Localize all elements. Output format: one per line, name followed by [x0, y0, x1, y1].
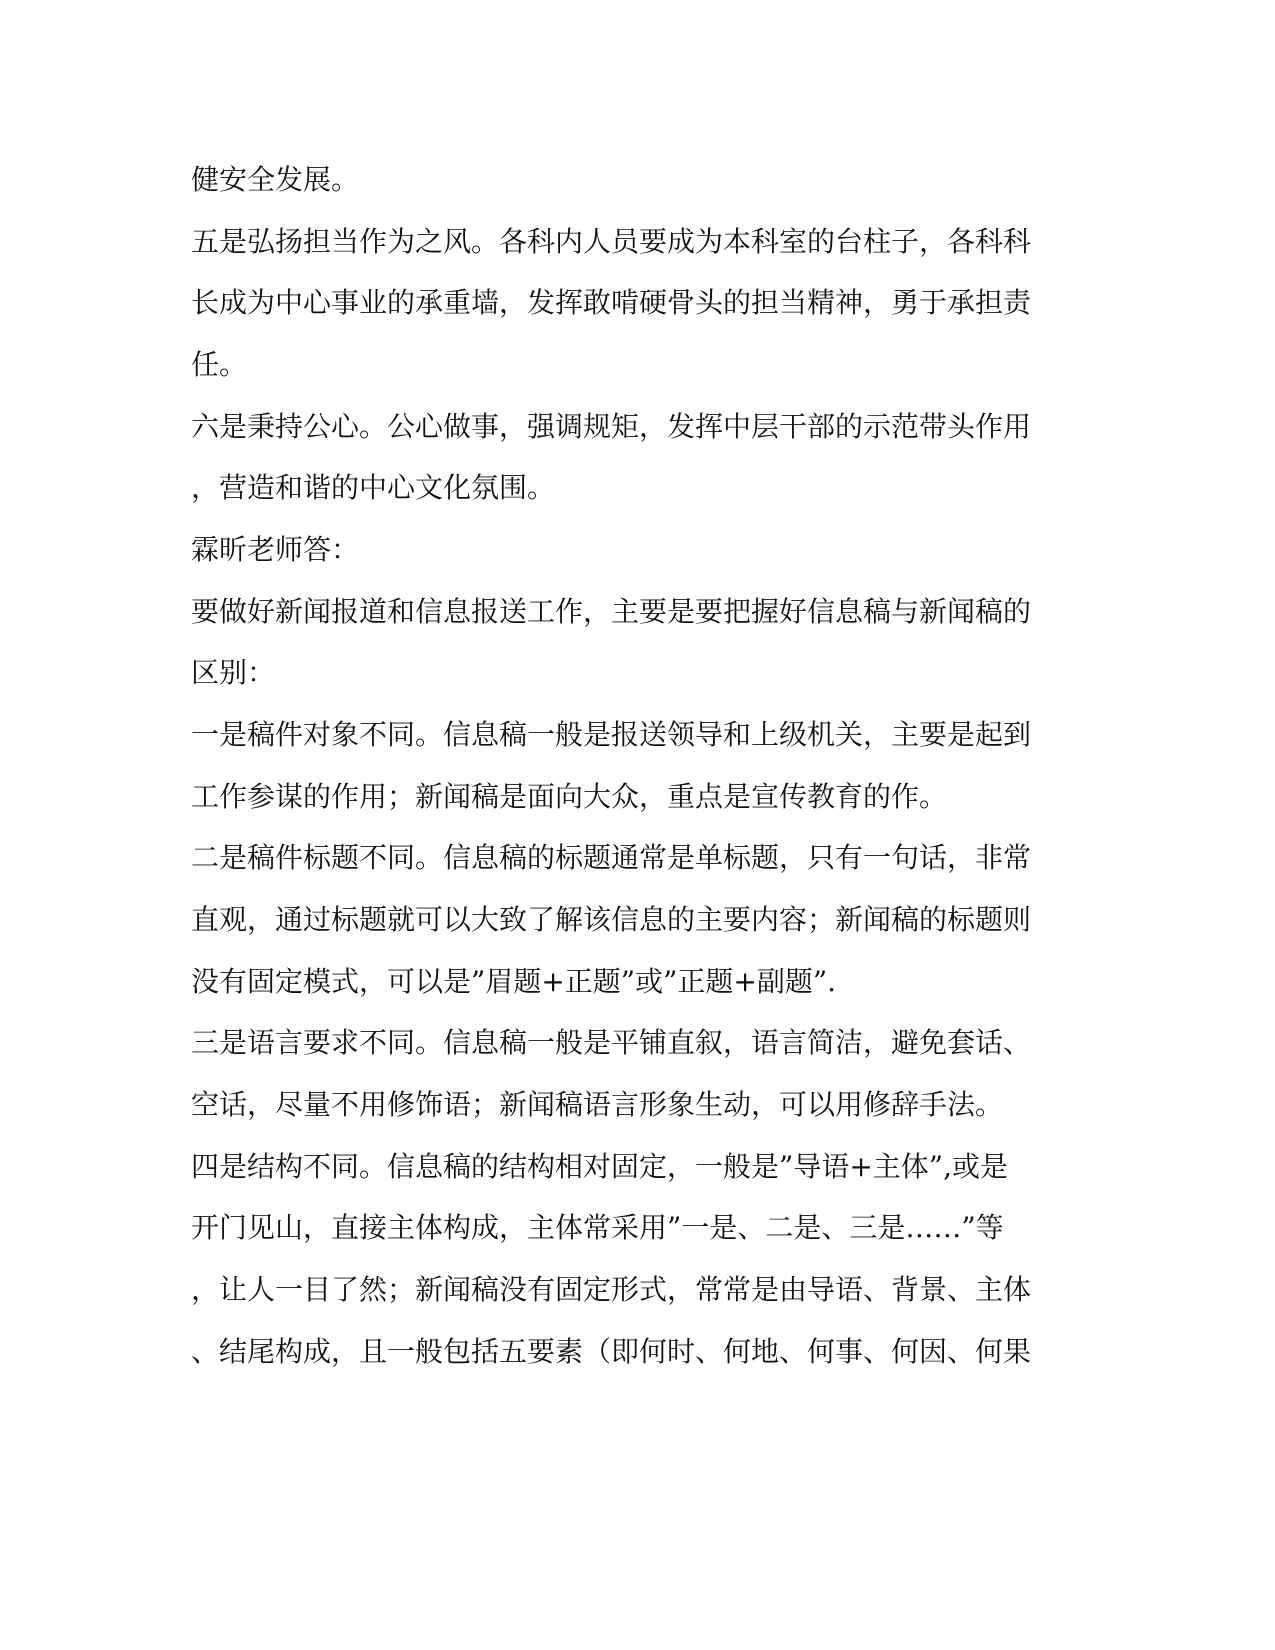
text-line-19: ，让人一目了然；新闻稿没有固定形式，常常是由导语、背景、主体 [191, 1273, 1032, 1306]
text-line-10: 一是稿件对象不同。信息稿一般是报送领导和上级机关，主要是起到 [191, 718, 1032, 751]
text-line-5: 六是秉持公心。公心做事，强调规矩，发挥中层干部的示范带头作用 [191, 410, 1032, 443]
text-line-18: 开门见山，直接主体构成，主体常采用”一是、二是、三是……”等 [191, 1211, 1004, 1244]
text-line-6: ，营造和谐的中心文化氛围。 [191, 471, 556, 504]
text-line-1: 健安全发展。 [191, 163, 360, 196]
text-line-3: 长成为中心事业的承重墙，发挥敢啃硬骨头的担当精神，勇于承担责 [191, 286, 1032, 319]
text-line-14: 没有固定模式，可以是”眉题+正题”或”正题+副题”. [191, 965, 837, 998]
text-line-7: 霖昕老师答： [191, 533, 360, 566]
text-line-13: 直观，通过标题就可以大致了解该信息的主要内容；新闻稿的标题则 [191, 903, 1032, 936]
text-line-12: 二是稿件标题不同。信息稿的标题通常是单标题，只有一句话，非常 [191, 841, 1032, 874]
text-line-8: 要做好新闻报道和信息报送工作，主要是要把握好信息稿与新闻稿的 [191, 595, 1032, 628]
text-line-4: 任。 [191, 348, 248, 381]
text-line-17: 四是结构不同。信息稿的结构相对固定，一般是”导语+主体”,或是 [191, 1150, 1008, 1183]
text-line-9: 区别： [191, 656, 276, 689]
text-line-16: 空话，尽量不用修饰语；新闻稿语言形象生动，可以用修辞手法。 [191, 1088, 1004, 1121]
text-line-15: 三是语言要求不同。信息稿一般是平铺直叙，语言简洁，避免套话、 [191, 1026, 1032, 1059]
text-line-2: 五是弘扬担当作为之风。各科内人员要成为本科室的台柱子，各科科 [191, 225, 1032, 258]
text-line-11: 工作参谋的作用；新闻稿是面向大众，重点是宣传教育的作。 [191, 780, 948, 813]
text-line-20: 、结尾构成，且一般包括五要素（即何时、何地、何事、何因、何果 [191, 1335, 1032, 1368]
